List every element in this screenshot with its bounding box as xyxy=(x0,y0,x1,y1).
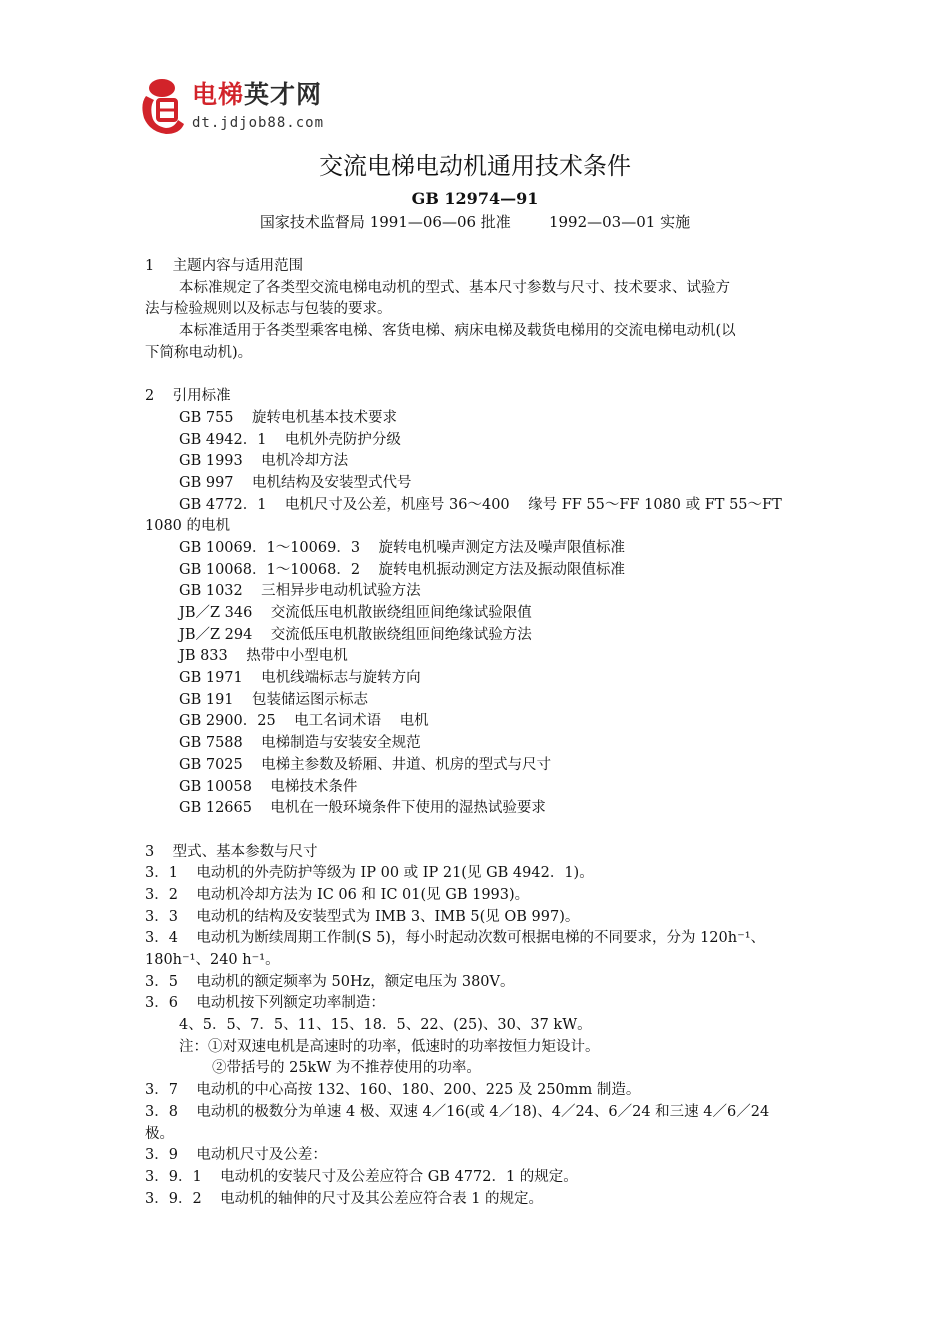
reference-item: GB 1971 电机线端标志与旋转方向 xyxy=(179,670,421,687)
section-1-heading: 1 主题内容与适用范围 xyxy=(145,258,304,274)
reference-item: GB 4772．1 电机尺寸及公差，机座号 36～400 缘号 FF 55～FF 1080 或 FT 55～FT xyxy=(179,496,782,513)
section-3-heading: 3 型式、基本参数与尺寸 xyxy=(145,843,318,860)
clause-item: 3．8 电动机的极数分为单速 4 极、双速 4／16(或 4／18)、4／24、6／24 和三速 4／6／24 xyxy=(145,1103,770,1120)
standard-number: GB 12974—91 xyxy=(411,189,539,208)
reference-item-continued: 1080 的电机 xyxy=(145,518,231,535)
reference-item: GB 997 电机结构及安装型式代号 xyxy=(179,474,412,491)
logo-mark-icon xyxy=(140,74,186,136)
clause-item: 3．9．1 电动机的安装尺寸及公差应符合 GB 4772．1 的规定。 xyxy=(145,1168,578,1185)
reference-item: GB 7588 电梯制造与安装安全规范 xyxy=(179,735,421,752)
clause-item: 3．9．2 电动机的轴伸的尺寸及其公差应符合表 1 的规定。 xyxy=(145,1190,544,1207)
reference-item: GB 1032 三相异步电动机试验方法 xyxy=(179,583,421,600)
power-rating-list: 4、5．5、7．5、11、15、18．5、22、(25)、30、37 kW。 xyxy=(179,1017,592,1034)
clause-item: 3．6 电动机按下列额定功率制造： xyxy=(145,995,385,1012)
document-title: 交流电梯电动机通用技术条件 xyxy=(319,152,631,180)
reference-item: GB 10068．1～10068．2 旋转电机振动测定方法及振动限值标准 xyxy=(179,561,625,578)
paragraph-line: 本标准规定了各类型交流电梯电动机的型式、基本尺寸参数与尺寸、技术要求、试验方 xyxy=(179,279,730,296)
paragraph-line: 本标准适用于各类型乘客电梯、客货电梯、病床电梯及载货电梯用的交流电梯电动机(以 xyxy=(179,323,736,340)
reference-item: GB 4942．1 电机外壳防护分级 xyxy=(179,431,401,448)
reference-item: GB 755 旋转电机基本技术要求 xyxy=(179,409,397,426)
document-body xyxy=(145,256,815,1210)
logo-url: dt.jdjob88.com xyxy=(192,115,325,131)
note-line: ②带括号的 25kW 为不推荐使用的功率。 xyxy=(212,1060,481,1077)
reference-item: GB 10058 电梯技术条件 xyxy=(179,778,358,795)
logo-brand-name: 电梯英才网 xyxy=(192,80,323,109)
clause-item-continued: 极。 xyxy=(145,1125,174,1142)
section-2-heading: 2 引用标准 xyxy=(145,388,231,405)
note-line: 注：①对双速电机是高速时的功率，低速时的功率按恒力矩设计。 xyxy=(179,1038,600,1055)
paragraph-line: 下简称电动机)。 xyxy=(145,344,253,361)
reference-item: GB 12665 电机在一般环境条件下使用的湿热试验要求 xyxy=(179,800,546,817)
clause-item: 3．2 电动机冷却方法为 IC 06 和 IC 01(见 GB 1993)。 xyxy=(145,886,530,903)
clause-item: 3．1 电动机的外壳防护等级为 IP 00 或 IP 21(见 GB 4942．1)。 xyxy=(145,865,594,882)
reference-item: JB 833 热带中小型电机 xyxy=(179,648,348,665)
reference-item: GB 7025 电梯主参数及轿厢、井道、机房的型式与尺寸 xyxy=(179,756,552,773)
reference-item: GB 10069．1～10069．3 旋转电机噪声测定方法及噪声限值标准 xyxy=(179,539,625,556)
clause-item-continued: 180h⁻¹、240 h⁻¹。 xyxy=(145,952,280,968)
brand-logo xyxy=(140,74,380,140)
reference-item: GB 2900．25 电工名词术语 电机 xyxy=(179,713,429,730)
approval-line: 国家技术监督局 1991—06—06 批准 1992—03—01 实施 xyxy=(259,213,691,231)
clause-item: 3．5 电动机的额定频率为 50Hz，额定电压为 380V。 xyxy=(145,973,515,990)
paragraph-line: 法与检验规则以及标志与包装的要求。 xyxy=(145,301,392,318)
reference-item: GB 1993 电机冷却方法 xyxy=(179,453,349,470)
clause-item: 3．9 电动机尺寸及公差： xyxy=(145,1147,327,1164)
clause-item: 3．7 电动机的中心高按 132、160、180、200、225 及 250mm 制造。 xyxy=(145,1082,641,1099)
clause-item: 3．3 电动机的结构及安装型式为 IMB 3、IMB 5(见 OB 997)。 xyxy=(145,908,580,925)
reference-item: JB／Z 294 交流低压电机散嵌绕组匝间绝缘试验方法 xyxy=(179,626,532,643)
reference-item: GB 191 包装储运图示标志 xyxy=(179,691,368,708)
reference-item: JB／Z 346 交流低压电机散嵌绕组匝间绝缘试验限值 xyxy=(179,605,532,621)
clause-item: 3．4 电动机为断续周期工作制(S 5)，每小时起动次数可根据电梯的不同要求，分为 120h⁻¹、 xyxy=(145,930,766,947)
